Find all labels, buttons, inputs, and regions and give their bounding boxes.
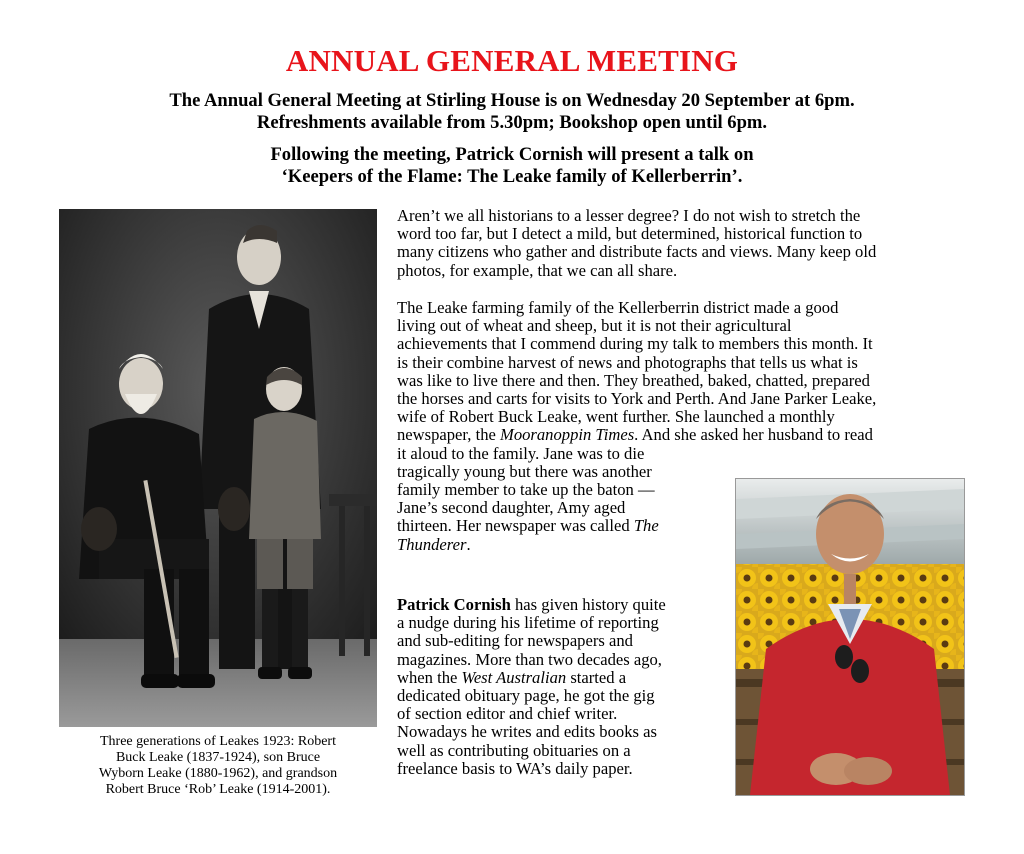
announcement-line: The Annual General Meeting at Stirling House is on Wednesday 20 September at 6pm.: [169, 90, 855, 111]
caption-line: Buck Leake (1837-1924), son Bruce: [115, 750, 321, 765]
newspaper-title: West Australian: [461, 667, 567, 687]
announcement-line: Refreshments available from 5.30pm; Bookshop open until 6pm.: [256, 112, 768, 133]
caption-line: Three generations of Leakes 1923: Robert: [100, 734, 336, 749]
newspaper-title: The: [633, 516, 659, 536]
text-line: The Leake farming family of the Kellerberrin district made a good: [397, 298, 839, 317]
text-line: Jane’s second daughter, Amy aged: [397, 498, 626, 518]
text-line: of section editor and chief writer.: [397, 704, 618, 724]
text-line: Aren’t we all historians to a lesser degree? I do not wish to stretch the: [397, 206, 861, 225]
text-run: when the: [397, 667, 462, 687]
page-title: ANNUAL GENERAL MEETING: [285, 43, 739, 78]
text-line: magazines. More than two decades ago,: [397, 649, 662, 669]
announcement-line: ‘Keepers of the Flame: The Leake family of Kellerberrin’.: [281, 166, 743, 187]
caption-line: Robert Bruce ‘Rob’ Leake (1914-2001).: [105, 782, 331, 797]
text-line: dedicated obituary page, he got the gig: [397, 686, 655, 706]
text-line: [397, 669, 727, 687]
talk-announcement: [0, 144, 1024, 188]
text-line: [397, 596, 727, 614]
text-run: started a: [566, 667, 627, 687]
text-run: newspaper, the: [397, 425, 501, 445]
text-run: thirteen. Her newspaper was called: [397, 516, 634, 536]
text-line: is their combine harvest of news and photographs that tells us what is: [397, 352, 858, 372]
text-line: freelance basis to WA’s daily paper.: [397, 758, 633, 778]
newspaper-title: Mooranoppin Times: [500, 425, 635, 445]
speaker-name: Patrick Cornish: [397, 595, 511, 614]
leake-family-paragraph: [397, 299, 969, 554]
leake-family-photo-graphic: [59, 209, 377, 727]
text-line: family member to take up the baton —: [397, 480, 655, 500]
text-line: many citizens who gather and distribute facts and views. Many keep old: [397, 242, 877, 262]
text-run: . And she asked her husband to read: [634, 425, 873, 445]
text-line: and sub-editing for newspapers and: [397, 631, 633, 651]
text-line: photos, for example, that we can all share.: [397, 260, 678, 280]
text-line: word too far, but I detect a mild, but determined, historical function to: [397, 224, 863, 244]
intro-paragraph: [397, 207, 969, 280]
text-line: well as contributing obituaries on a: [397, 740, 631, 760]
announcement-line: Following the meeting, Patrick Cornish will present a talk on: [270, 144, 754, 165]
text-line: [397, 517, 969, 535]
text-run: .: [466, 534, 471, 554]
text-line: living out of wheat and sheep, but it is not their agricultural: [397, 316, 792, 336]
text-line: a nudge during his lifetime of reporting: [397, 613, 659, 633]
text-line: Nowadays he writes and edits books as: [397, 722, 657, 742]
text-run: has given history quite: [510, 595, 666, 614]
newspaper-title: Thunderer: [397, 534, 467, 554]
text-line: tragically young but there was another: [397, 461, 652, 481]
leake-family-photo: [59, 209, 377, 727]
meeting-announcement: [0, 90, 1024, 134]
text-line: [397, 536, 969, 554]
text-line: wife of Robert Buck Leake, went further. She launched a monthly: [397, 407, 835, 427]
text-line: the horses and carts for visits to York and Perth. And Jane Parker Leake,: [397, 389, 877, 409]
photo-caption: [59, 734, 377, 798]
text-line: achievements that I commend during my talk to members this month. It: [397, 334, 873, 354]
text-line: it aloud to the family. Jane was to die: [397, 443, 645, 463]
text-line: [397, 426, 969, 444]
text-line: was like to live there and then. They breathed, baked, chatted, prepared: [397, 370, 870, 390]
caption-line: Wyborn Leake (1880-1962), and grandson: [98, 766, 338, 781]
speaker-bio-paragraph: [397, 596, 727, 778]
